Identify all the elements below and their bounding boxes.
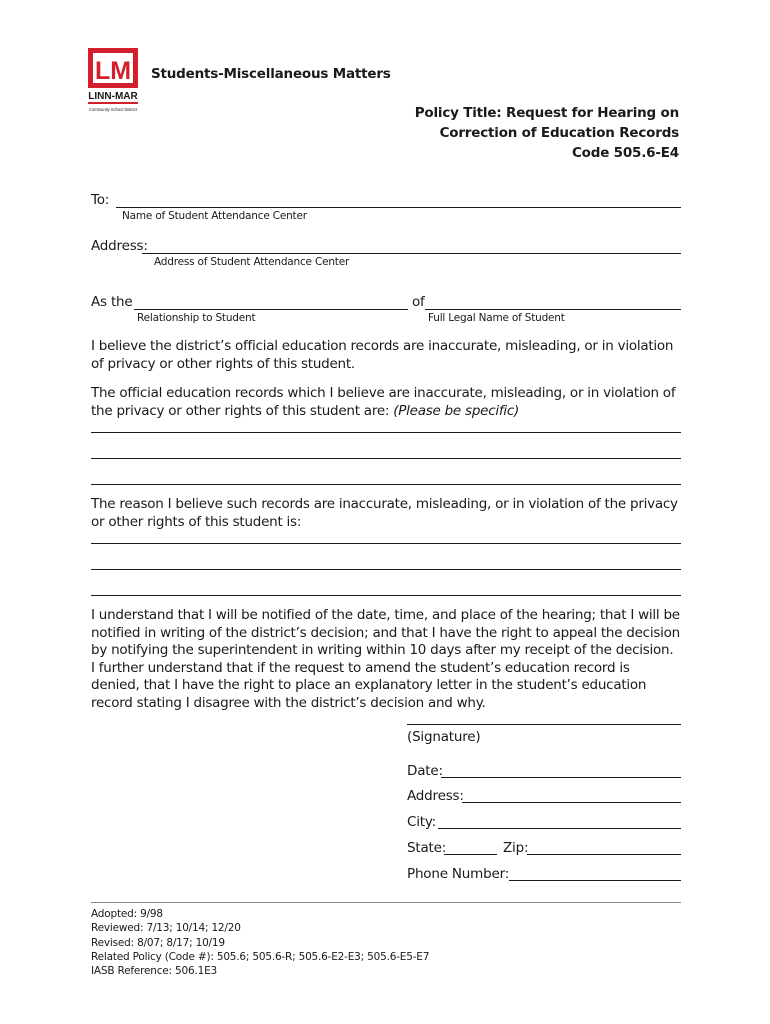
to-field[interactable]: [116, 207, 681, 208]
relationship-caption: Relationship to Student: [137, 312, 256, 324]
reason-line-1[interactable]: [91, 543, 681, 544]
section-title: Students-Miscellaneous Matters: [151, 66, 391, 82]
phone-field[interactable]: [509, 880, 681, 881]
logo-monogram: LM: [94, 57, 132, 85]
address-caption: Address of Student Attendance Center: [154, 256, 350, 268]
phone-label: Phone Number:: [407, 866, 510, 882]
date-field[interactable]: [441, 777, 681, 778]
as-the-label: As the: [91, 294, 133, 310]
footer-reviewed: Reviewed: 7/13; 10/14; 12/20: [91, 922, 241, 935]
records-paragraph: [91, 385, 681, 420]
address-label: Address:: [91, 238, 148, 254]
records-line-1[interactable]: [91, 432, 681, 433]
understanding-paragraph: [91, 607, 681, 712]
footer-related-policy: Related Policy (Code #): 505.6; 505.6-R; 505.6-E2-E3; 505.6-E5-E7: [91, 950, 430, 963]
policy-title-block: [415, 103, 679, 163]
zip-label: Zip:: [503, 840, 529, 856]
signature-field[interactable]: [407, 724, 681, 725]
footer-iasb-reference: IASB Reference: 506.1E3: [91, 965, 218, 978]
signature-label: (Signature): [407, 729, 481, 745]
logo-subtitle: Community School District: [89, 107, 137, 112]
district-logo: [88, 48, 138, 120]
of-label: of: [412, 294, 425, 310]
reason-paragraph: [91, 496, 681, 531]
signer-address-field[interactable]: [462, 802, 681, 803]
logo-name: LINN-MAR: [88, 91, 138, 102]
state-field[interactable]: [444, 854, 497, 855]
records-text: The official education records which I believe are inaccurate, misleading, or in violation of the privacy or other rights of this student are:: [91, 385, 676, 419]
footer-revised: Revised: 8/07; 8/17; 10/19: [91, 936, 225, 949]
to-caption: Name of Student Attendance Center: [122, 210, 307, 222]
address-field[interactable]: [142, 253, 681, 254]
reason-line-3[interactable]: [91, 595, 681, 596]
policy-code: Code 505.6-E4: [571, 145, 679, 161]
state-label: State:: [407, 840, 447, 856]
understanding-text: I understand that I will be notified of the date, time, and place of the hearing; that I will be notified in writing of the district’s decision; and that I have the right to appeal the decision by notifying the superintendent in writing within 10 days after my receipt of the decision. I further understand that if the request to amend the student’s education record is denied, that I have the right to place an explanatory letter in the student’s education record stating I disagree with the district’s decision and why.: [91, 607, 680, 711]
date-label: Date:: [407, 763, 443, 779]
reason-text: The reason I believe such records are inaccurate, misleading, or in violation of the privacy or other rights of this student is:: [91, 496, 678, 530]
footer-divider: [91, 902, 681, 903]
be-specific-note: (Please be specific): [393, 402, 520, 419]
city-label: City:: [407, 814, 437, 830]
footer-adopted: Adopted: 9/98: [91, 908, 163, 920]
student-caption: Full Legal Name of Student: [428, 312, 565, 324]
city-field[interactable]: [438, 828, 681, 829]
records-line-2[interactable]: [91, 458, 681, 459]
to-label: To:: [91, 192, 110, 208]
signer-address-label: Address:: [407, 788, 464, 804]
zip-field[interactable]: [527, 854, 681, 855]
policy-title-line2: Correction of Education Records: [439, 125, 679, 141]
footer-metadata: [91, 907, 429, 978]
policy-title-line1: Policy Title: Request for Hearing on: [414, 105, 679, 121]
reason-line-2[interactable]: [91, 569, 681, 570]
student-name-field[interactable]: [425, 309, 681, 310]
records-line-3[interactable]: [91, 484, 681, 485]
belief-paragraph: [91, 338, 681, 373]
relationship-field[interactable]: [134, 309, 408, 310]
belief-text: I believe the district’s official education records are inaccurate, misleading, or in violation of privacy or other rights of this student.: [91, 338, 674, 372]
